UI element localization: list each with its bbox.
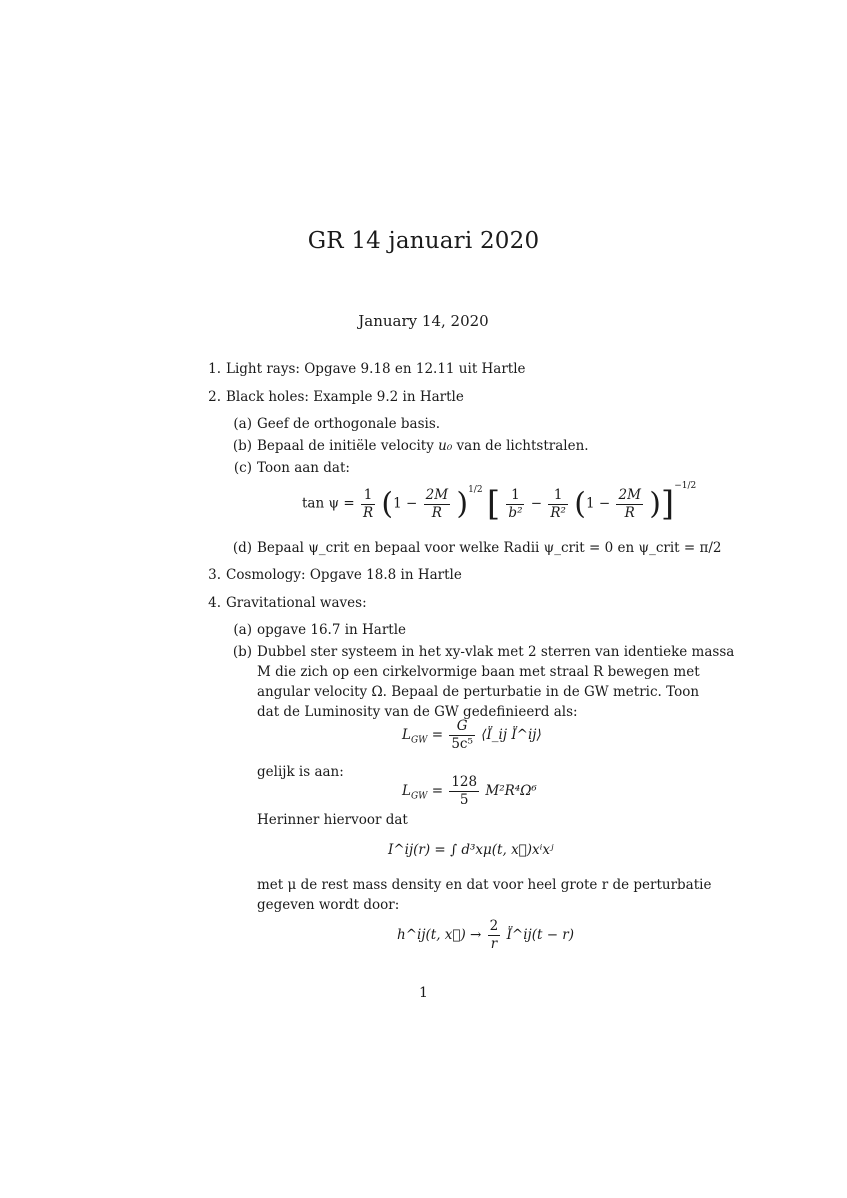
item-text: Cosmology: Opgave 18.8 in Hartle [226,567,462,583]
subitem-label: (d) [232,540,252,556]
equation-luminosity-definition: $L_{GW}$ = $\frac{G}{\text{5c⁵}}$ ⟨Ï_ij Ï^ij⟩ [402,718,542,752]
paragraph-line: gegeven wordt door: [257,897,400,913]
paragraph-line: angular velocity Ω. Bepaal de perturbatie in de GW metric. Toon [257,684,700,700]
subitem-label: (b) [232,644,252,660]
item-number: 1. [208,361,221,377]
equation-luminosity-result: $L_{GW}$ = $\frac{128}{5}$ M²R⁴Ω⁶ [402,774,537,808]
paragraph-line: Herinner hiervoor dat [257,812,408,828]
subitem-text: Toon aan dat: [257,460,350,476]
subitem-label: (a) [233,416,252,432]
paragraph-line: M die zich op een cirkelvormige baan met straal R bewegen met [257,664,700,680]
document-date: January 14, 2020 [358,312,489,330]
subitem-text: opgave 16.7 in Hartle [257,622,407,638]
subitem-label: (c) [233,460,252,476]
equation-perturbation: h^ij(t, x⃗) → $\frac{2}{r}$ Ï^ij(t − r) [397,918,575,952]
subitem-text: Bepaal de initiële velocity u₀ van de lichtstralen. [257,438,589,454]
subitem-label: (b) [232,438,252,454]
item-number: 3. [208,567,221,583]
subitem-label: (a) [233,622,252,638]
item-text: Gravitational waves: [226,595,367,611]
paragraph-line: dat de Luminosity van de GW gedefinieerd als: [257,704,578,720]
subitem-text: Bepaal ψ_crit en bepaal voor welke Radii ψ_crit = 0 en ψ_crit = π/2 [257,540,722,556]
page-number: 1 [419,985,428,1001]
subitem-text: Geef de orthogonale basis. [257,416,441,432]
paragraph-line: gelijk is aan: [257,764,344,780]
equation-tan-psi: tan ψ = $\frac{1}{R}$ (1 − $\frac{2M}{R}$ )$^{1/2}$ [ $\frac{1}{\text{b²}}$ − $\frac{1}{\text{R²}}$ (1 − $\frac{2M}{R}$ )]$^{-1/2}$ [302,481,697,524]
equation-quadrupole-moment: I^ij(r) = ∫ d³xμ(t, x⃗)xⁱxʲ [388,842,554,858]
paragraph-line: met μ de rest mass density en dat voor heel grote r de perturbatie [257,877,712,893]
item-text: Light rays: Opgave 9.18 en 12.11 uit Hartle [226,361,526,377]
item-number: 4. [208,595,221,611]
paragraph-line: Dubbel ster systeem in het xy-vlak met 2 sterren van identieke massa [257,644,735,660]
item-text: Black holes: Example 9.2 in Hartle [226,389,464,405]
page-title: GR 14 januari 2020 [307,228,540,254]
item-number: 2. [208,389,221,405]
